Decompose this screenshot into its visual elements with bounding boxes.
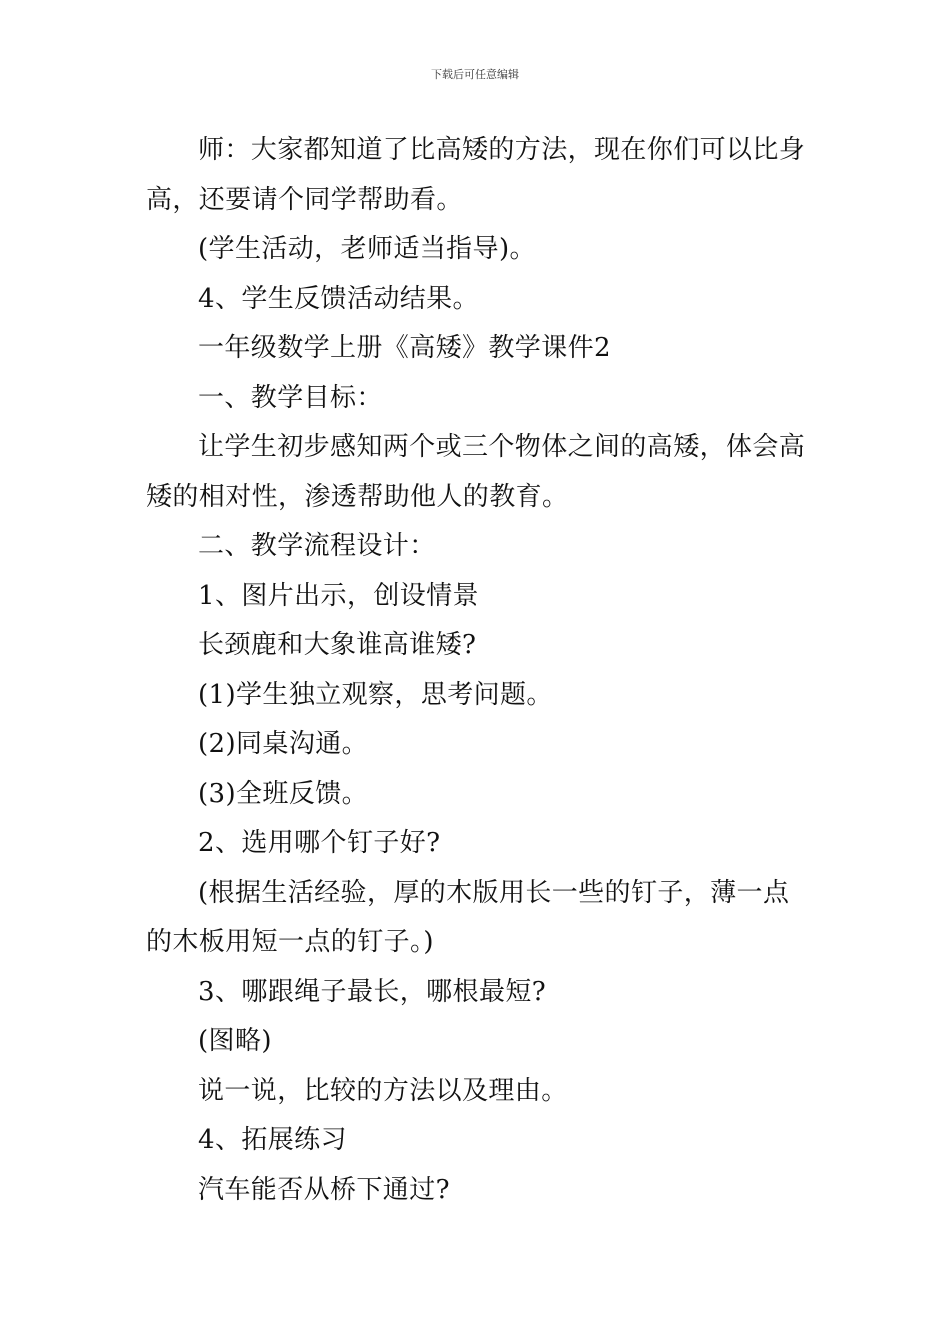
- paragraph: 说一说，比较的方法以及理由。: [198, 1075, 568, 1106]
- list-item: (3)全班反馈。: [198, 778, 369, 809]
- list-item: 3、哪跟绳子最长，哪根最短?: [198, 976, 547, 1007]
- list-item: (2)同桌沟通。: [198, 729, 369, 759]
- paragraph: (学生活动，老师适当指导)。: [198, 234, 536, 264]
- paragraph: (根据生活经验，厚的木版用长一些的钉子，薄一点的木板用短一点的钉子。): [146, 877, 790, 957]
- document-body: [146, 126, 808, 1215]
- paragraph: (图略): [198, 1026, 272, 1056]
- paragraph: 汽车能否从桥下通过?: [198, 1174, 450, 1205]
- paragraph: 长颈鹿和大象谁高谁矮?: [198, 630, 477, 660]
- list-item: 1、图片出示，创设情景: [198, 580, 479, 611]
- paragraph: 师：大家都知道了比高矮的方法，现在你们可以比身高，还要请个同学帮助看。: [146, 135, 806, 215]
- heading: 二、教学流程设计：: [198, 531, 436, 561]
- heading: 一、教学目标：: [198, 382, 383, 413]
- list-item: 2、选用哪个钉子好?: [198, 828, 441, 858]
- list-item: 4、拓展练习: [198, 1125, 347, 1155]
- list-item: (1)学生独立观察，思考问题。: [198, 679, 553, 710]
- page-header: 下载后可任意编辑: [431, 68, 519, 81]
- paragraph: 让学生初步感知两个或三个物体之间的高矮，体会高矮的相对性，渗透帮助他人的教育。: [146, 432, 806, 512]
- paragraph: 4、学生反馈活动结果。: [198, 283, 479, 314]
- section-title: 一年级数学上册《高矮》教学课件2: [198, 333, 611, 363]
